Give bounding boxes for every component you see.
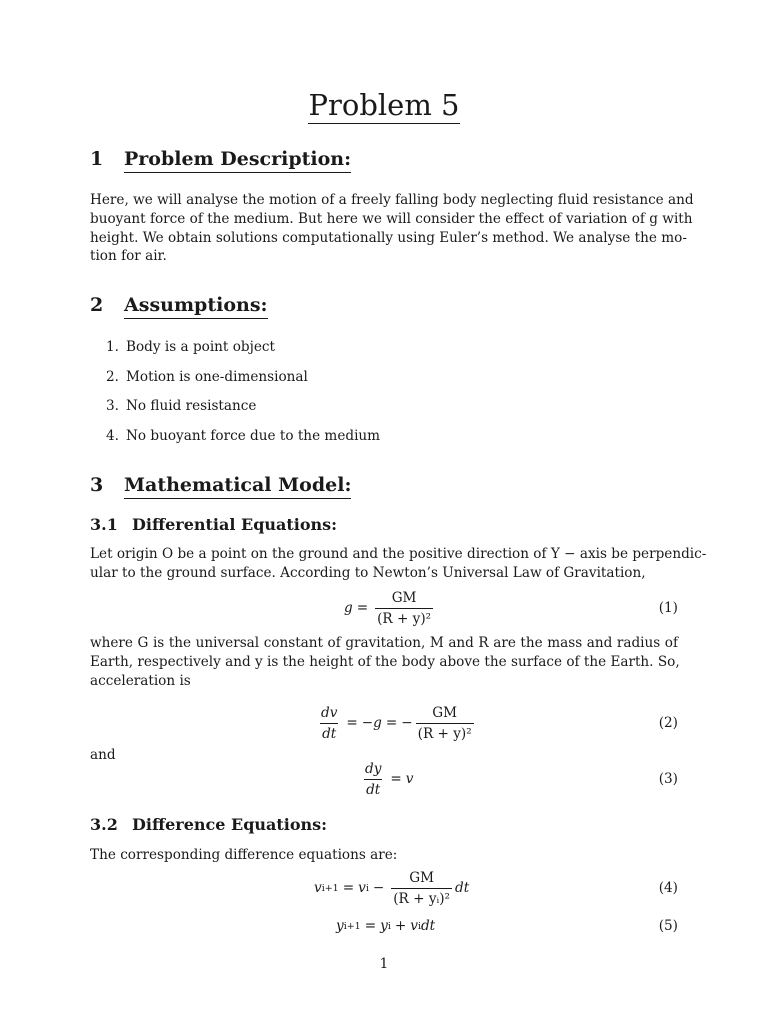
equation-number: (3)	[658, 771, 678, 787]
text-line: buoyant force of the medium. But here we will consider the effect of variation of g with	[90, 210, 693, 227]
text-line: where G is the universal constant of gravitation, M and R are the mass and radius of	[90, 635, 678, 651]
equation-number: (1)	[658, 600, 678, 616]
page-title: Problem 5	[308, 88, 460, 122]
text-line: Here, we will analyse the motion of a freely falling body neglecting fluid resistance and	[90, 192, 694, 208]
list-item: 2. Motion is one-dimensional	[106, 368, 308, 385]
equation-3: $\frac{dy}{dt}$ = v (3)	[90, 757, 678, 801]
list-item: 1. Body is a point object	[106, 339, 275, 355]
equation-number: (4)	[658, 880, 678, 896]
subsection-heading-differential-equations: 3.1 Differential Equations:	[90, 515, 338, 534]
equation-4: v i+1 = v i − $\frac{GM}{\text{(R + yᵢ)²}}$ dt (4)	[90, 866, 678, 910]
section-heading-assumptions: 2 Assumptions:	[90, 293, 268, 317]
text-line: Let origin O be a point on the ground and the positive direction of Y − axis be perpendic-	[90, 546, 707, 562]
text-line: Earth, respectively and y is the height of the body above the surface of the Earth. So,	[90, 653, 680, 670]
equation-2: $\frac{dv}{dt}$ = − g = − $\frac{GM}{\text{(R + y)²}}$ (2)	[90, 701, 678, 745]
where-paragraph	[90, 634, 678, 690]
page-number: 1	[379, 956, 389, 972]
differential-intro-paragraph	[90, 545, 707, 583]
and-text: and	[90, 747, 116, 763]
list-item: 4. No buoyant force due to the medium	[106, 427, 381, 444]
text-line: ular to the ground surface. According to Newton’s Universal Law of Gravitation,	[90, 564, 646, 581]
equation-5: y i+1 = y i + v i dt (5)	[90, 904, 678, 948]
problem-description-paragraph	[90, 191, 694, 266]
section-heading-problem-description: 1 Problem Description:	[90, 147, 351, 171]
equation-number: (2)	[658, 715, 678, 731]
equation-1: g = $\frac{GM}{\text{(R + y)²}}$ (1)	[90, 586, 678, 630]
difference-intro-text: The corresponding difference equations are:	[90, 847, 398, 863]
text-line: height. We obtain solutions computationally using Euler’s method. We analyse the mo-	[90, 229, 687, 246]
subsection-heading-difference-equations: 3.2 Difference Equations:	[90, 815, 328, 834]
list-item: 3. No fluid resistance	[106, 398, 257, 414]
text-line: acceleration is	[90, 672, 191, 689]
text-line: tion for air.	[90, 248, 167, 265]
section-heading-mathematical-model: 3 Mathematical Model:	[90, 473, 351, 497]
equation-number: (5)	[658, 918, 678, 934]
